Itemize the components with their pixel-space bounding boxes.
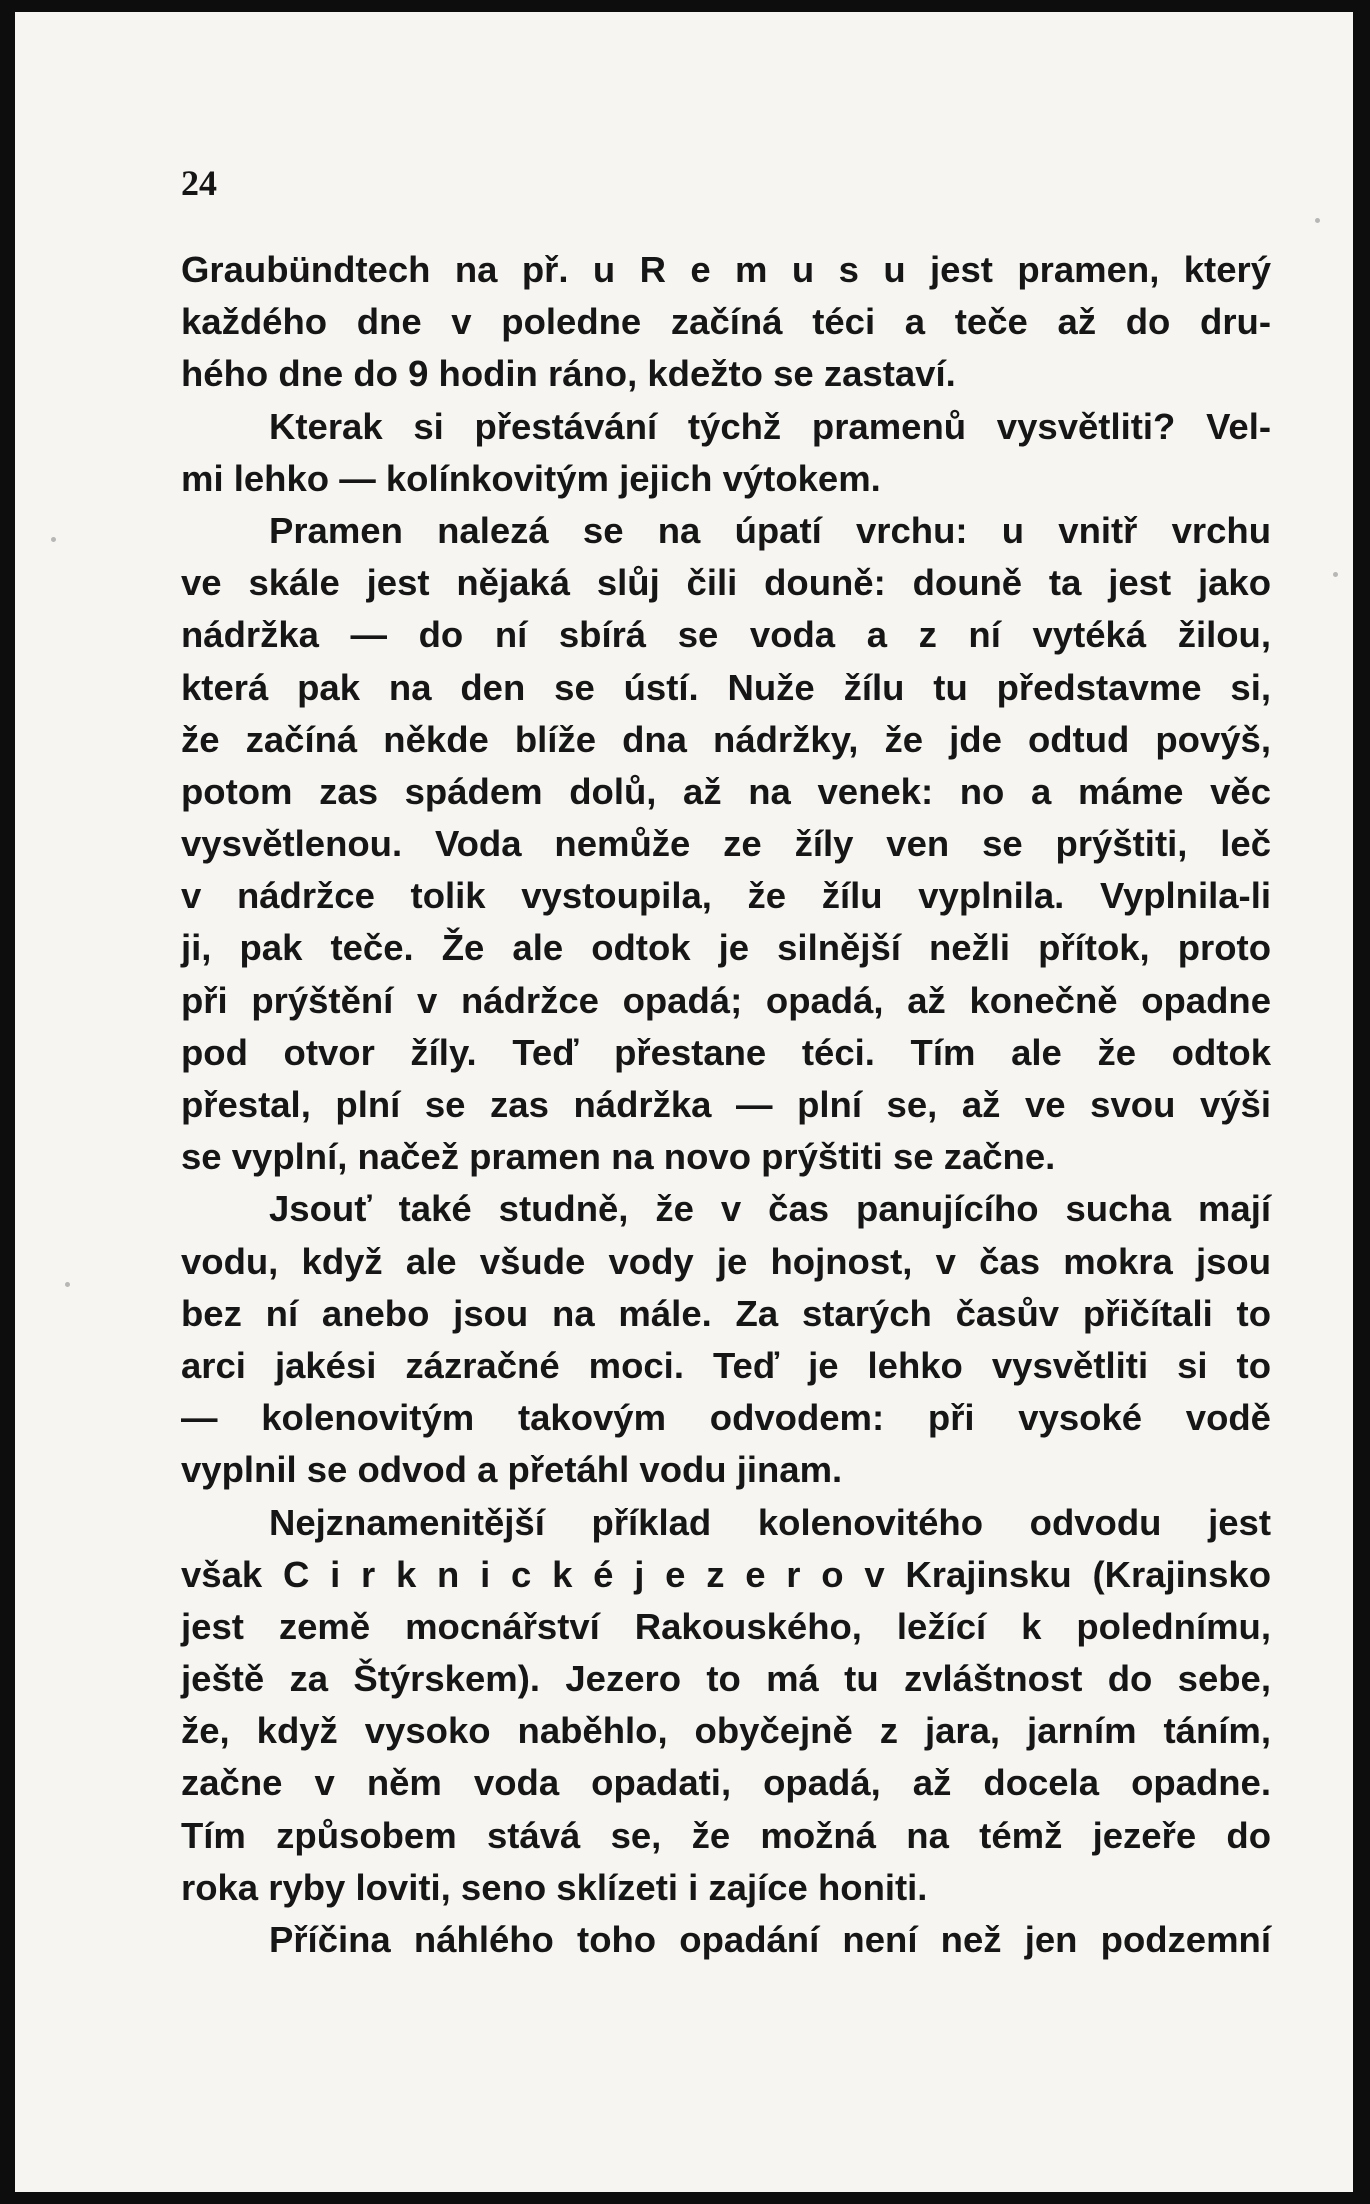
text-line: vysvětlenou. Voda nemůže ze žíly ven se prýštiti, leč	[181, 823, 1271, 865]
text-line: potom zas spádem dolů, až na venek: no a máme věc	[181, 770, 1271, 812]
text-line: arci jakési zázračné moci. Teď je lehko vysvětliti si to	[181, 1344, 1271, 1386]
text-line: že, když vysoko naběhlo, obyčejně z jara, jarním táním,	[181, 1710, 1271, 1752]
text-line: každého dne v poledne začíná téci a teče až do dru-	[181, 301, 1271, 343]
text-line: — kolenovitým takovým odvodem: při vysoké vodě	[181, 1397, 1271, 1439]
text-line: Graubündtech na př. u R e m u s u jest pramen, který	[181, 249, 1271, 290]
text-line: ještě za Štýrskem). Jezero to má tu zvláštnost do sebe,	[181, 1658, 1271, 1700]
text-line: však C i r k n i c k é j e z e r o v Krajinsku (Krajinsko	[181, 1553, 1271, 1595]
text-line: hého dne do 9 hodin ráno, kdežto se zastaví.	[181, 353, 956, 395]
text-line: přestal, plní se zas nádržka — plní se, až ve svou výši	[181, 1084, 1271, 1125]
text-line: Tím způsobem stává se, že možná na témž jezeře do	[181, 1814, 1271, 1856]
text-line: Pramen nalezá se na úpatí vrchu: u vnitř vrchu	[269, 509, 1271, 551]
text-line: mi lehko — kolínkovitým jejich výtokem.	[181, 457, 881, 499]
body-text	[181, 244, 1271, 1966]
text-line: Jsouť také studně, že v čas panujícího sucha mají	[269, 1188, 1271, 1230]
print-speck	[51, 537, 56, 542]
text-line: v nádržce tolik vystoupila, že žílu vyplnila. Vyplnila-li	[181, 875, 1271, 917]
text-line: vodu, když ale všude vody je hojnost, v čas mokra jsou	[181, 1240, 1271, 1282]
text-line: Nejznamenitější příklad kolenovitého odvodu jest	[269, 1501, 1271, 1543]
text-line: že začíná někde blíže dna nádržky, že jde odtud povýš,	[181, 718, 1271, 760]
text-line: nádržka — do ní sbírá se voda a z ní vytéká žilou,	[181, 614, 1271, 656]
page-number: 24	[181, 163, 217, 203]
text-line: při prýštění v nádržce opadá; opadá, až konečně opadne	[181, 979, 1271, 1021]
text-line: Příčina náhlého toho opadání není než jen podzemní	[269, 1919, 1271, 1960]
text-line: ji, pak teče. Že ale odtok je silnější nežli přítok, proto	[181, 927, 1271, 969]
print-speck	[65, 1282, 70, 1287]
text-line: se vyplní, načež pramen na novo prýštiti se začne.	[181, 1136, 1056, 1178]
text-line: začne v něm voda opadati, opadá, až docela opadne.	[181, 1762, 1271, 1804]
text-line: pod otvor žíly. Teď přestane téci. Tím ale že odtok	[181, 1031, 1271, 1073]
print-speck	[1315, 218, 1320, 223]
text-line: roka ryby loviti, seno sklízeti i zajíce honiti.	[181, 1866, 928, 1908]
text-line: jest země mocnářství Rakouského, ležící k polednímu,	[181, 1605, 1271, 1647]
book-page	[15, 12, 1353, 2192]
text-line: vyplnil se odvod a přetáhl vodu jinam.	[181, 1449, 843, 1491]
print-speck	[1333, 572, 1338, 577]
text-line: bez ní anebo jsou na mále. Za starých časův přičítali to	[181, 1292, 1271, 1334]
text-line: Kterak si přestávání týchž pramenů vysvětliti? Vel-	[269, 405, 1271, 447]
text-line: ve skále jest nějaká slůj čili douně: douně ta jest jako	[181, 562, 1271, 604]
text-line: která pak na den se ústí. Nuže žílu tu představme si,	[181, 666, 1271, 708]
